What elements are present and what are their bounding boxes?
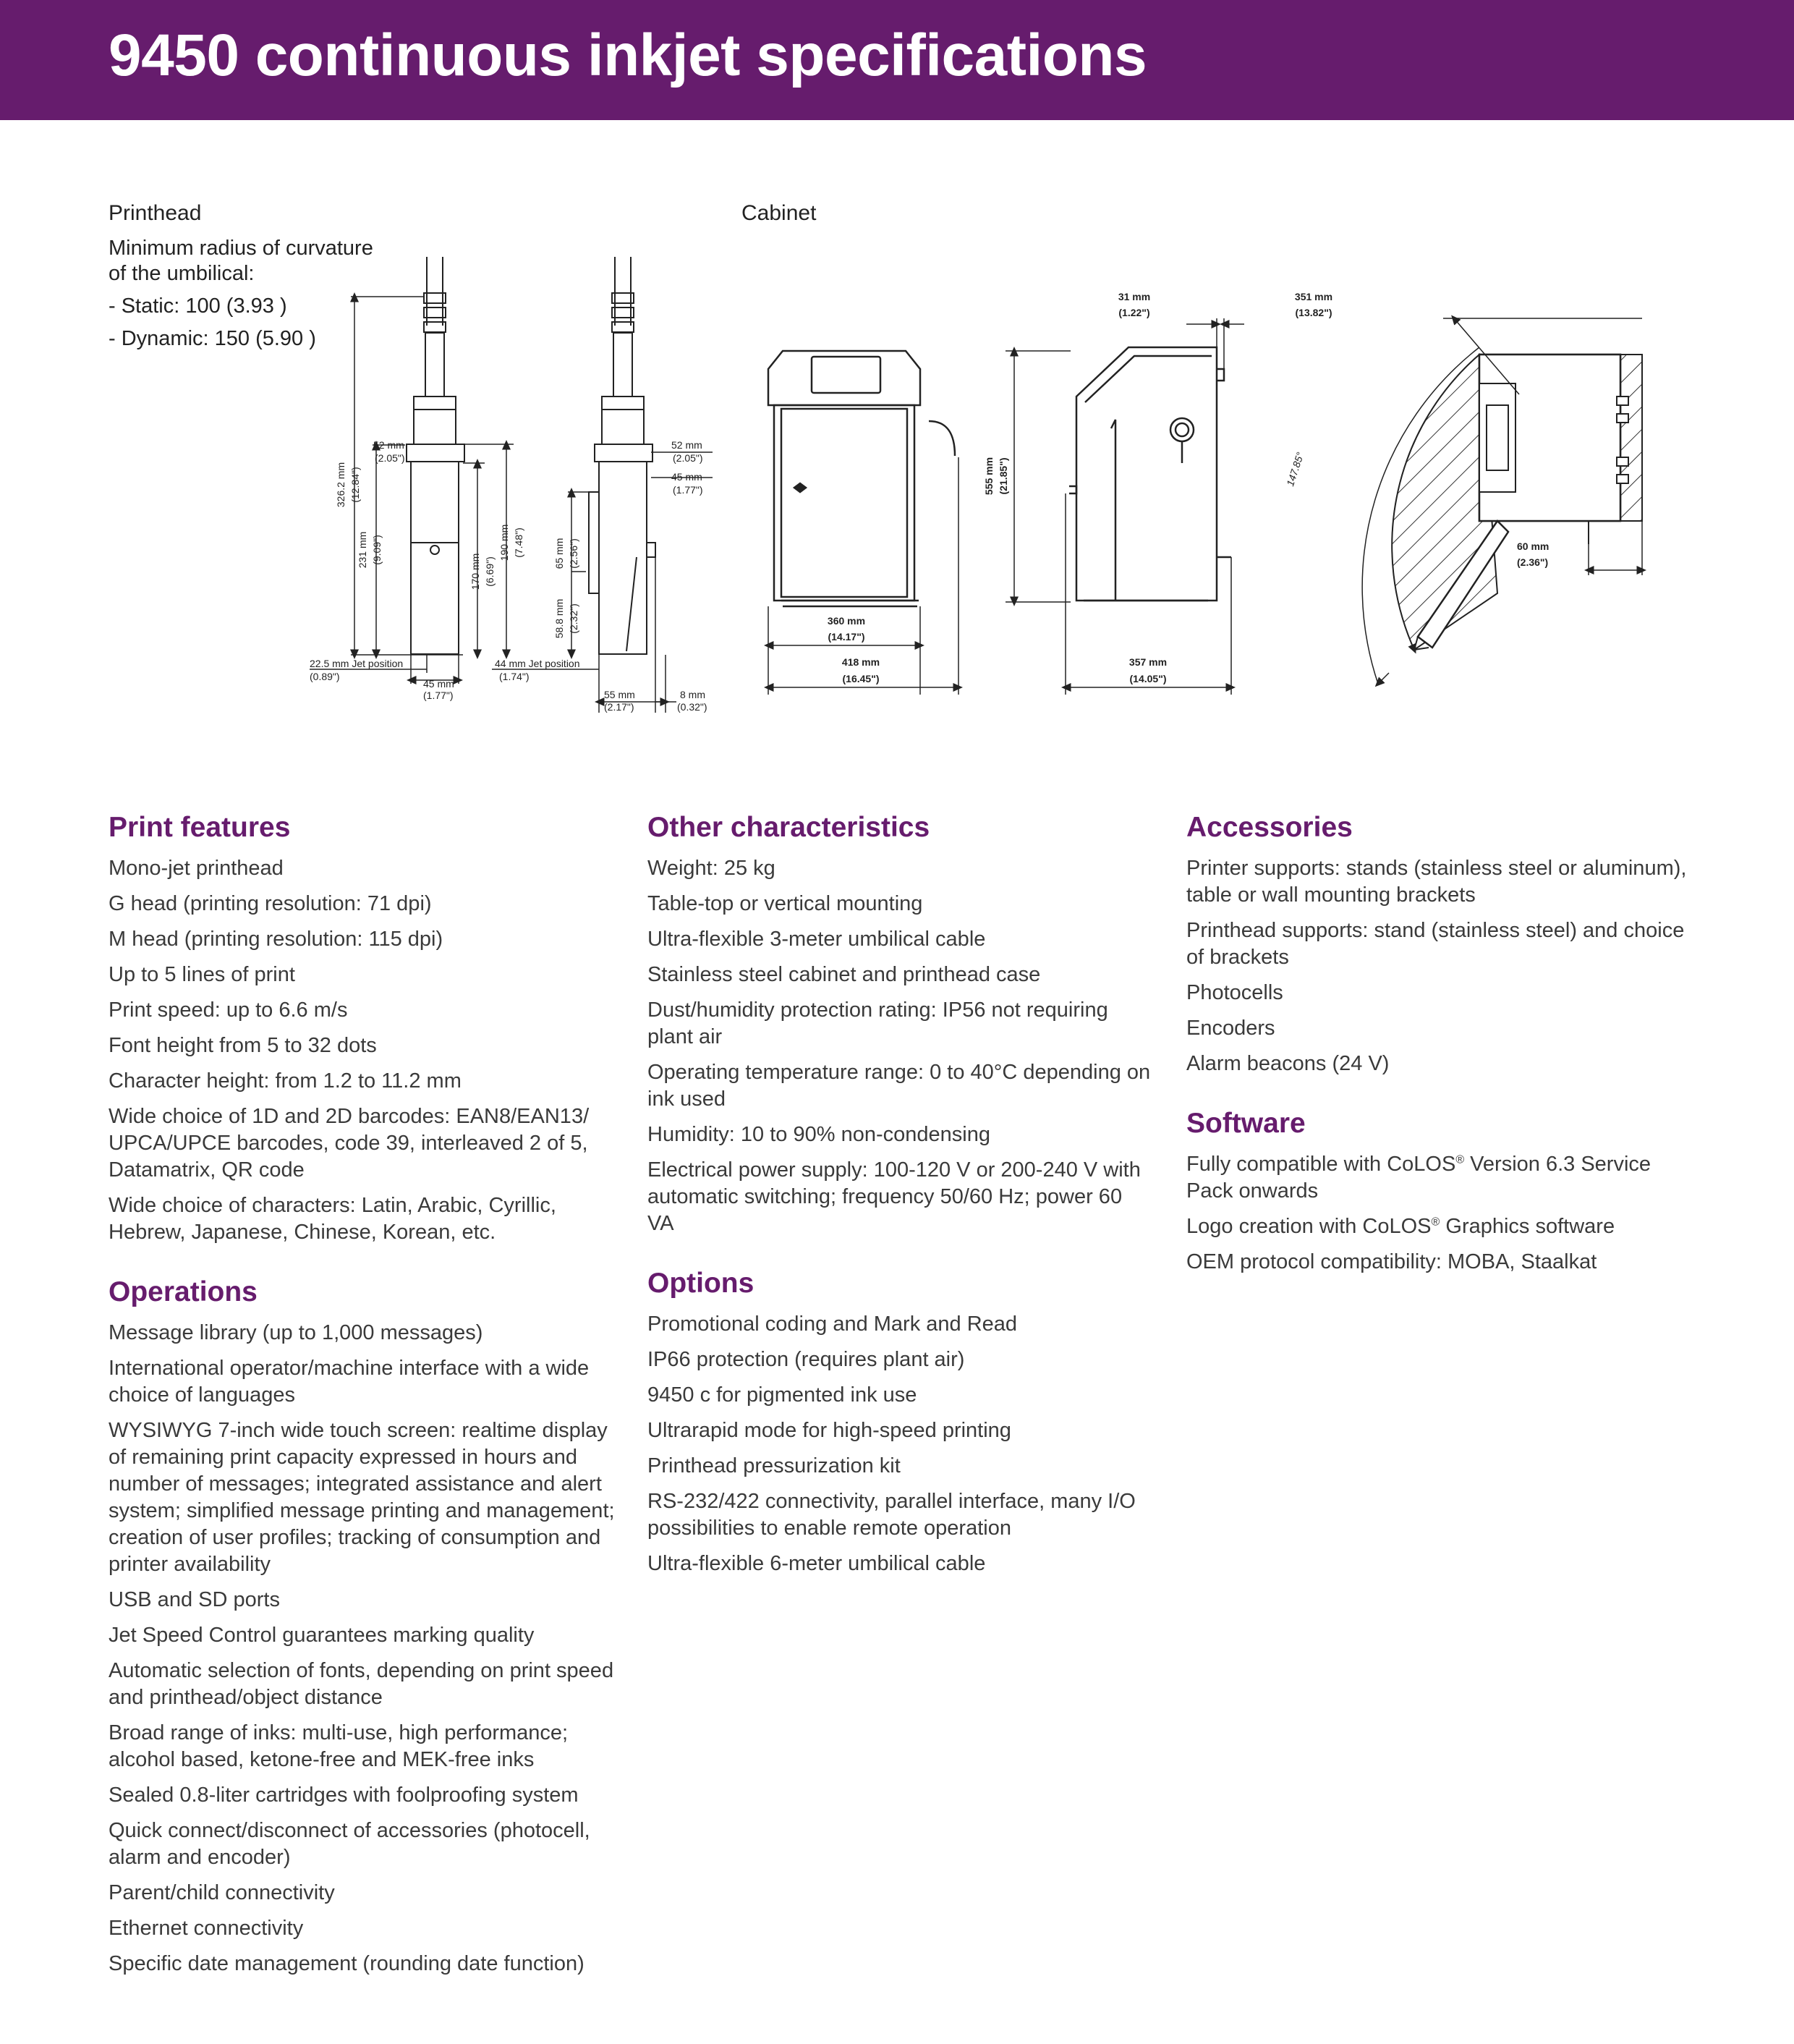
section-title-other-characteristics: Other characteristics (647, 812, 930, 843)
dim-65-in: (2.56") (568, 538, 579, 569)
list-item: Parent/child connectivity (109, 1881, 335, 1904)
list-item (1186, 1213, 1693, 1240)
list-item: Encoders (1186, 1017, 1275, 1040)
list-item: Humidity: 10 to 90% non-condensing (647, 1123, 990, 1146)
dim-170: 170 mm (469, 553, 481, 590)
registered-mark: ® (1431, 1216, 1440, 1229)
list-item: Photocells (1186, 981, 1283, 1004)
dim-angle: 147.85° (1284, 450, 1306, 488)
dim-52b: 52 mm (671, 439, 702, 451)
printhead-front-view (407, 257, 464, 654)
dim-360: 360 mm (827, 615, 866, 627)
list-item: Alarm beacons (24 V) (1186, 1052, 1390, 1075)
registered-mark: ® (1455, 1153, 1465, 1166)
dim-555: 555 mm (983, 457, 995, 496)
list-item: Printhead pressurization kit (647, 1454, 901, 1477)
dim-8-in: (0.32") (677, 701, 707, 713)
technical-drawings (0, 0, 1794, 767)
dim-60: 60 mm (1517, 540, 1549, 552)
dim-45b-in: (1.77") (673, 484, 703, 496)
list-item: Message library (up to 1,000 messages) (109, 1321, 483, 1344)
list-item: Automatic selection of fonts, depending on print speed and printhead/object distance (109, 1659, 614, 1709)
list-item (1186, 1151, 1693, 1205)
dim-357-in: (14.05") (1129, 673, 1167, 684)
dim-418: 418 mm (841, 656, 880, 668)
dim-357: 357 mm (1128, 656, 1168, 668)
printhead-label: Printhead (109, 201, 202, 225)
cabinet-label: Cabinet (741, 201, 817, 225)
dim-44: 44 mm Jet position (495, 658, 580, 669)
list-item: Specific date management (rounding date function) (109, 1952, 584, 1975)
printhead-dimension-texts (310, 439, 707, 713)
dim-351: 351 mm (1294, 291, 1333, 302)
printhead-side-view (589, 257, 655, 654)
dim-31-in: (1.22") (1118, 307, 1150, 318)
dim-231: 231 mm (357, 531, 368, 569)
dim-360-in: (14.17") (828, 631, 865, 643)
column-right (1186, 812, 1693, 1284)
list-item: USB and SD ports (109, 1588, 280, 1611)
column-left (109, 812, 615, 1986)
dim-52a-in: (2.05") (375, 452, 405, 464)
dim-588: 58.8 mm (553, 598, 565, 639)
dim-351-in: (13.82") (1295, 307, 1332, 318)
cabinet-top-view (1392, 355, 1642, 650)
cabinet-side-dimension-texts (983, 291, 1167, 684)
list-item: Wide choice of 1D and 2D barcodes: EAN8/EAN13/ UPCA/UPCE barcodes, code 39, interleaved 2 of 5, Datamatrix, QR code (109, 1105, 590, 1182)
cabinet-front-view (768, 351, 955, 606)
list-item: Electrical power supply: 100-120 V or 200-240 V with automatic switching; frequency 50/60 Hz; power 60 VA (647, 1158, 1141, 1235)
list-item (1186, 1249, 1693, 1276)
dim-588-in: (2.32") (568, 603, 579, 634)
list-item: Ultra-flexible 6-meter umbilical cable (647, 1552, 986, 1575)
list-item: Ultra-flexible 3-meter umbilical cable (647, 928, 986, 951)
list-item: Print speed: up to 6.6 m/s (109, 998, 348, 1022)
list-item-text: Fully compatible with CoLOS (1186, 1153, 1456, 1176)
other-characteristics-list (647, 855, 1154, 1237)
printhead-dimension-lines (310, 297, 713, 713)
dim-44-in: (1.74") (499, 671, 530, 682)
list-item: Character height: from 1.2 to 11.2 mm (109, 1069, 462, 1093)
list-item: IP66 protection (requires plant air) (647, 1348, 965, 1371)
operations-list (109, 1320, 615, 1977)
list-item-text: Graphics software (1440, 1215, 1615, 1238)
list-item-text: OEM protocol compatibility: MOBA, Staalkat (1186, 1250, 1597, 1273)
section-title-print-features: Print features (109, 812, 291, 843)
list-item-text: Version 6.3 Service Pack onwards (1186, 1153, 1651, 1203)
list-item: G head (printing resolution: 71 dpi) (109, 892, 432, 915)
dim-8: 8 mm (680, 689, 705, 700)
page-title: 9450 continuous inkjet specifications (109, 22, 1147, 88)
dim-326-in: (12.84") (349, 467, 361, 503)
list-item-text: Logo creation with CoLOS (1186, 1215, 1432, 1238)
options-list (647, 1311, 1154, 1577)
list-item: Printhead supports: stand (stainless steel) and choice of brackets (1186, 919, 1685, 969)
dim-55: 55 mm (604, 689, 635, 700)
list-item: Ethernet connectivity (109, 1917, 304, 1940)
list-item: Jet Speed Control guarantees marking quality (109, 1624, 535, 1647)
dim-231-in: (9.09") (371, 535, 383, 565)
dim-418-in: (16.45") (842, 673, 880, 684)
list-item: Broad range of inks: multi-use, high performance; alcohol based, ketone-free and MEK-free inks (109, 1721, 569, 1771)
dim-31: 31 mm (1118, 291, 1151, 302)
list-item: Sealed 0.8-liter cartridges with foolproofing system (109, 1784, 579, 1807)
list-item: Operating temperature range: 0 to 40°C depending on ink used (647, 1061, 1151, 1111)
note-line: - Static: 100 (3.93 ) (109, 294, 287, 318)
list-item: Dust/humidity protection rating: IP56 not requiring plant air (647, 998, 1108, 1048)
section-title-operations: Operations (109, 1276, 258, 1307)
list-item: WYSIWYG 7-inch wide touch screen: realtime display of remaining print capacity expressed in hours and number of messages; integrated assistance and alert system; simplified message printing and management; creation of user profiles; tracking of consumption and printer availability (109, 1419, 615, 1576)
list-item: Quick connect/disconnect of accessories (photocell, alarm and encoder) (109, 1819, 590, 1869)
cabinet-side-view (1069, 347, 1231, 601)
list-item: Ultrarapid mode for high-speed printing (647, 1419, 1011, 1442)
list-item: 9450 c for pigmented ink use (647, 1383, 917, 1407)
dim-190: 190 mm (498, 524, 510, 561)
dim-45a-in: (1.77") (423, 690, 454, 701)
dim-65: 65 mm (553, 538, 565, 569)
list-item: RS-232/422 connectivity, parallel interface, many I/O possibilities to enable remote operation (647, 1490, 1136, 1540)
list-item: Printer supports: stands (stainless steel or aluminum), table or wall mounting brackets (1186, 857, 1687, 907)
list-item: Up to 5 lines of print (109, 963, 295, 986)
list-item: Promotional coding and Mark and Read (647, 1313, 1018, 1336)
list-item: M head (printing resolution: 115 dpi) (109, 928, 443, 951)
accessories-list (1186, 855, 1693, 1077)
dim-45b: 45 mm (671, 471, 702, 483)
section-title-accessories: Accessories (1186, 812, 1353, 843)
list-item: International operator/machine interface with a wide choice of languages (109, 1357, 590, 1407)
dim-190-in: (7.48") (513, 527, 524, 558)
dim-52a: 52 mm (373, 439, 404, 451)
note-line: of the umbilical: (109, 262, 255, 285)
dim-326: 326.2 mm (335, 462, 347, 508)
list-item: Mono-jet printhead (109, 857, 284, 880)
note-line: Minimum radius of curvature (109, 237, 373, 260)
dim-225: 22.5 mm Jet position (310, 658, 404, 669)
dim-225-in: (0.89") (310, 671, 340, 682)
list-item: Wide choice of characters: Latin, Arabic, Cyrillic, Hebrew, Japanese, Chinese, Korean, etc. (109, 1194, 556, 1244)
dim-60-in: (2.36") (1517, 556, 1549, 568)
section-title-software: Software (1186, 1108, 1306, 1139)
list-item: Table-top or vertical mounting (647, 892, 923, 915)
software-list (1186, 1151, 1693, 1276)
column-middle (647, 812, 1154, 1586)
list-item: Weight: 25 kg (647, 857, 775, 880)
list-item: Stainless steel cabinet and printhead case (647, 963, 1041, 986)
print-features-list (109, 855, 615, 1246)
dim-555-in: (21.85") (998, 457, 1009, 495)
section-title-options: Options (647, 1268, 754, 1299)
dim-170-in: (6.69") (484, 556, 496, 587)
dim-45a: 45 mm (423, 678, 454, 690)
list-item: Font height from 5 to 32 dots (109, 1034, 377, 1057)
dim-52b-in: (2.05") (673, 452, 703, 464)
cabinet-front-dimension-texts (828, 615, 880, 684)
note-line: - Dynamic: 150 (5.90 ) (109, 327, 316, 350)
dim-55-in: (2.17") (604, 701, 634, 713)
cabinet-side-dimension-lines (1006, 318, 1244, 695)
